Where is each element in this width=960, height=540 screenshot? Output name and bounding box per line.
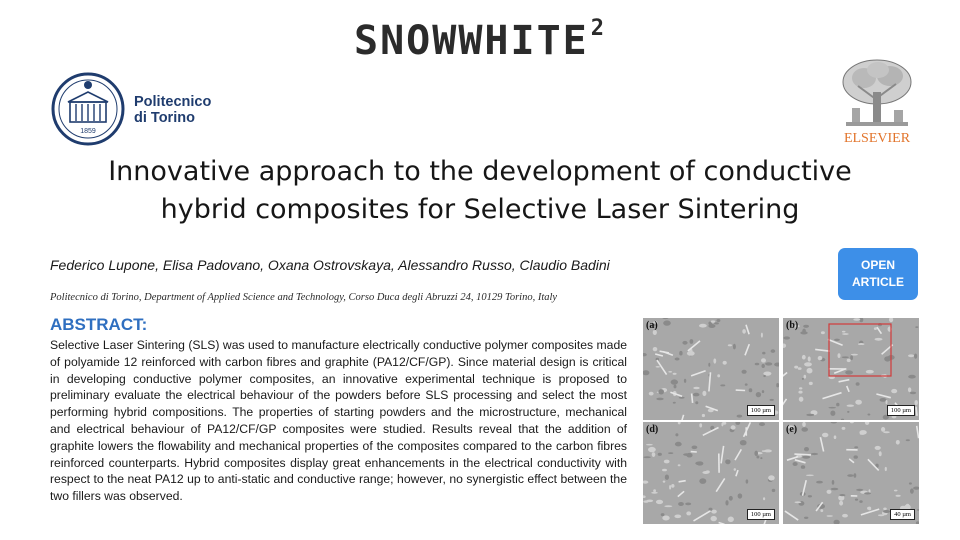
open-article-label-line1: OPEN bbox=[860, 258, 895, 272]
university-name-line1: Politecnico bbox=[134, 94, 212, 110]
project-logo-text: SNOWWHITE bbox=[354, 18, 589, 64]
author-list: Federico Lupone, Elisa Padovano, Oxana Ostrovskaya, Alessandro Russo, Claudio Badini bbox=[50, 257, 610, 273]
elsevier-wordmark: ELSEVIER bbox=[843, 131, 911, 146]
micrograph-panel bbox=[783, 318, 919, 420]
panel-label: (e) bbox=[786, 424, 798, 435]
scale-bar: 100 µm bbox=[747, 509, 775, 520]
scale-bar: 100 µm bbox=[887, 405, 915, 416]
seal-year: 1859 bbox=[80, 128, 96, 135]
panel-label: (d) bbox=[646, 424, 659, 435]
panel-label: (a) bbox=[646, 320, 658, 331]
panel-label: (b) bbox=[786, 320, 799, 331]
project-logo-superscript: 2 bbox=[590, 16, 606, 41]
university-name bbox=[134, 94, 211, 126]
open-article-label-line2: ARTICLE bbox=[852, 275, 904, 289]
article-title-line1: Innovative approach to the development of conductive bbox=[108, 156, 852, 187]
elsevier-tree-icon bbox=[838, 56, 916, 130]
abstract-heading: ABSTRACT: bbox=[50, 315, 148, 334]
article-title-line2: hybrid composites for Selective Laser Sintering bbox=[160, 194, 800, 225]
affiliation: Politecnico di Torino, Department of Applied Science and Technology, Corso Duca degli Abruzzi 24, 10129 Torino, Italy bbox=[50, 292, 558, 303]
micrograph-panel bbox=[783, 422, 919, 524]
politecnico-logo bbox=[50, 72, 230, 146]
scale-bar: 100 µm bbox=[747, 405, 775, 416]
university-name-line2: di Torino bbox=[134, 110, 195, 126]
abstract-text: Selective Laser Sintering (SLS) was used to manufacture electrically conductive polymer composites made of polyamide 12 reinforced with carbon fibres and graphite (PA12/CF/GP). Since material design is critical in developing conductive polymer composites, an innovative experimental technique is proposed to preliminary evaluate the electrical behaviour of the powders before SLS processing and select the most performing hybrid compositions. The properties of starting powders and the microstructure, mechanical and electrical behaviour of PA12/CF/GP composites were studied. Results reveal that the addition of graphite lowers the flowability and mechanical properties of the composites compared to the carbon fibres reinforced counterparts. Hybrid composites display great enhancements in the electrical conductivity with respect to the neat PA12 up to anti-static and conductive range; however, no synergistic effect between the two fillers was observed. bbox=[50, 338, 627, 504]
micrograph-figure bbox=[643, 318, 919, 524]
project-logo bbox=[0, 18, 960, 64]
article-title bbox=[40, 153, 920, 229]
open-article-button[interactable] bbox=[838, 248, 918, 300]
scale-bar: 40 µm bbox=[890, 509, 915, 520]
university-seal-icon bbox=[50, 72, 126, 146]
micrograph-panel bbox=[643, 318, 779, 420]
micrograph-panel bbox=[643, 422, 779, 524]
elsevier-logo bbox=[836, 56, 918, 150]
